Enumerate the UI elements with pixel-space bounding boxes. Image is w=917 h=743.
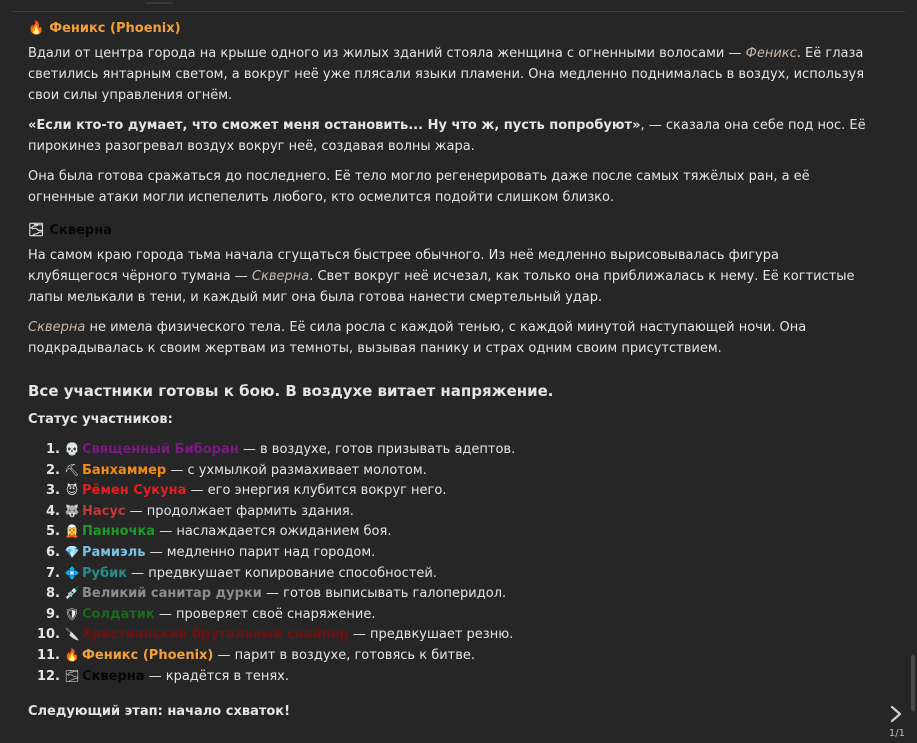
participant-name: Христианский брутальный снайпер (82, 627, 349, 643)
dark-cloud-icon: 🌫 (28, 223, 45, 238)
final-line: Следующий этап: начало схваток! (28, 704, 291, 720)
participant-status: — продолжает фармить здания. (125, 503, 354, 519)
participant-name: Рубик (82, 565, 128, 581)
skverna-p2-text: не имела физического тела. Её сила росла с каждой тенью, с каждой минутой наступающей ночи. Она подкрадывалась к своим жертвам из темноты, вызывая панику и страх одним своим присутствием. (28, 320, 807, 356)
participant-item (28, 439, 870, 460)
skverna-heading-text: Скверна (49, 223, 112, 238)
phoenix-p1-name: Феникс (745, 46, 797, 61)
phoenix-paragraph-3: Она была готова сражаться до последнего. Её тело могло регенерировать даже после самых тяжёлых ран, а её огненные атаки могли испепелить любого, кто осмелится подойти слишком близко. (28, 169, 810, 205)
participant-status: — наслаждается ожиданием боя. (155, 524, 392, 540)
participants-list (28, 439, 870, 686)
participant-name: Солдатик (82, 606, 155, 622)
participant-number: 9. (46, 606, 60, 622)
participant-number: 2. (46, 462, 60, 478)
participant-number: 4. (46, 503, 60, 519)
phoenix-p1-text-a: Вдали от центра города на крыше одного из жилых зданий стояла женщина с огненными волосами — (28, 46, 746, 61)
participant-status: — его энергия клубится вокруг него. (186, 483, 447, 499)
participant-item (28, 624, 870, 645)
participant-item (28, 563, 870, 584)
fire-icon: 🔥 (64, 647, 80, 662)
participant-name: Феникс (Phoenix) (82, 647, 214, 663)
participant-item (28, 604, 870, 625)
top-divider (12, 11, 905, 12)
pickaxe-icon: ⛏ (64, 462, 80, 477)
shield-icon: 🛡 (64, 606, 80, 621)
skverna-paragraph-2 (28, 317, 870, 359)
phoenix-quote: «Если кто-то думает, что сможет меня остановить... Ну что ж, пусть попробуют» (28, 118, 641, 133)
participant-name: Священный Биборан (82, 442, 239, 457)
chevron-right-icon (889, 703, 903, 725)
phoenix-p2-text: , — сказала она себе под нос. Её пирокинез разогревал воздух вокруг неё, создавая волны жара. (28, 118, 866, 154)
participant-number: 8. (46, 586, 60, 602)
top-handle (145, 2, 173, 4)
participant-status: — медленно парит над городом. (145, 544, 376, 560)
participant-name: Насус (82, 503, 126, 519)
participant-item (28, 583, 870, 604)
status-label: Статус участников: (28, 412, 173, 427)
next-page-button[interactable] (889, 703, 903, 725)
skverna-p1-name: Скверна (251, 269, 310, 284)
participant-item (28, 666, 870, 687)
skverna-heading (28, 220, 870, 242)
phoenix-heading (28, 18, 870, 40)
participant-name: Панночка (82, 524, 156, 540)
phoenix-heading-text: Феникс (Phoenix) (49, 21, 181, 36)
participant-name: Скверна (82, 668, 145, 684)
participant-number: 7. (46, 565, 60, 581)
message-content (28, 18, 870, 722)
participant-number: 12. (36, 668, 60, 684)
participant-number: 11. (36, 647, 60, 663)
phoenix-paragraph-1 (28, 43, 870, 106)
elf-icon: 🧝 (64, 524, 80, 539)
participant-status: — в воздухе, готов призывать адептов. (238, 442, 516, 457)
knife-icon: 🔪 (64, 627, 80, 642)
participant-number: 10. (36, 627, 60, 643)
participant-item (28, 645, 870, 666)
dark-cloud-icon: 🌫 (64, 668, 80, 683)
phoenix-p1-text-b: . Её глаза светились янтарным светом, а вокруг неё уже плясали языки пламени. Она медленно поднималась в воздух, используя свои силы управления огнём. (28, 46, 865, 103)
participant-name: Банхаммер (82, 462, 167, 478)
participant-item (28, 521, 870, 542)
phoenix-paragraph-2 (28, 115, 870, 157)
participant-status: — крадётся в тенях. (144, 668, 289, 684)
wolf-icon: 🐺 (64, 503, 80, 518)
diamond-icon: 💠 (64, 565, 80, 580)
participant-item (28, 542, 870, 563)
participant-status: — с ухмылкой размахивает молотом. (166, 462, 427, 478)
participant-name: Рёмен Сукуна (82, 483, 187, 499)
participant-name: Рамиэль (82, 544, 146, 560)
participant-status: — готов выписывать галоперидол. (261, 586, 507, 602)
participant-number: 1. (46, 442, 60, 457)
participant-item (28, 501, 870, 522)
syringe-icon: 💉 (64, 586, 80, 601)
devil-icon: 😈 (65, 483, 79, 498)
participant-number: 3. (46, 483, 60, 499)
participant-item (28, 480, 870, 501)
skverna-p1-text-b: . Свет вокруг неё исчезал, как только она приближалась к нему. Её когтистые лапы мелькали в тени, и каждый миг она была готова нанести смертельный удар. (28, 269, 855, 305)
scrollbar[interactable] (911, 655, 915, 711)
participant-status: — парит в воздухе, готовясь к битве. (213, 647, 476, 663)
page-counter: 1/1 (888, 728, 905, 739)
skverna-paragraph-1 (28, 245, 870, 308)
participant-status: — проверяет своё снаряжение. (154, 606, 376, 622)
participant-name: Великий санитар дурки (82, 586, 262, 602)
participant-status: — предвкушает резню. (348, 627, 514, 643)
participant-number: 6. (46, 544, 60, 560)
skull-icon: 💀 (64, 442, 80, 456)
skverna-p1-text-a: На самом краю города тьма начала сгущаться быстрее обычного. Из неё медленно вырисовывалась фигура клубящегося чёрного тумана — (28, 248, 779, 284)
participant-status: — предвкушает копирование способностей. (127, 565, 437, 581)
fire-icon: 🔥 (28, 21, 45, 36)
gem-icon: 💎 (64, 544, 80, 559)
participant-item (28, 460, 870, 481)
summary-heading: Все участники готовы к бою. В воздухе витает напряжение. (28, 382, 554, 400)
participant-number: 5. (46, 524, 60, 540)
skverna-p2-name: Скверна (28, 320, 86, 335)
